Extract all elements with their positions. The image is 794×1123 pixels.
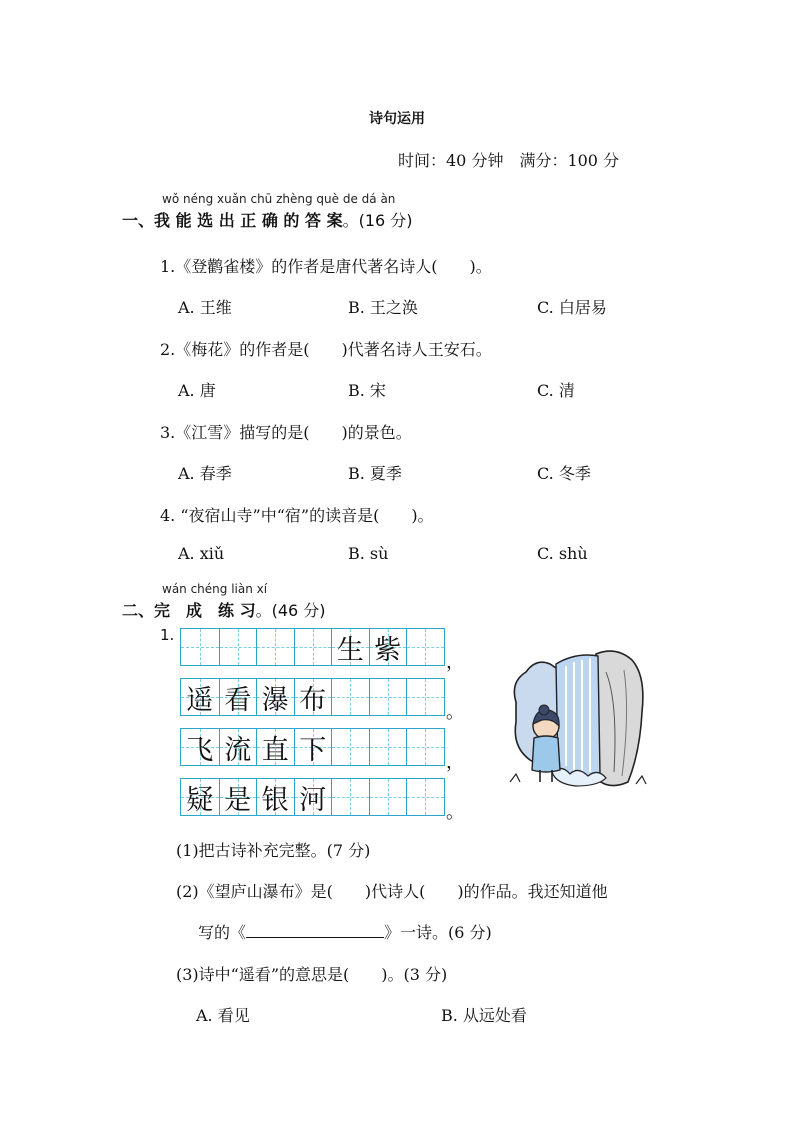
- grid-cell: 直: [256, 729, 294, 765]
- exam-meta: 时间：40 分钟 满分：100 分: [398, 151, 620, 170]
- poem-row-4: [180, 778, 445, 816]
- section1-heading: [122, 208, 413, 231]
- q2-option-c: C. 清: [537, 381, 575, 400]
- grid-cell: [406, 679, 444, 715]
- grid-cell: 飞: [181, 729, 219, 765]
- section2-label: 二、完 成 练 习: [122, 601, 256, 620]
- grid-cell: 银: [256, 779, 294, 815]
- q4-option-a: A. xiǔ: [178, 544, 225, 563]
- poem-number: 1.: [160, 626, 175, 644]
- section2-points: 。(46 分): [255, 601, 326, 620]
- grid-cell: 是: [219, 779, 257, 815]
- grid-cell: [406, 729, 444, 765]
- grid-cell: [331, 729, 369, 765]
- subq3-option-b: B. 从远处看: [441, 1006, 527, 1025]
- grid-cell: 生: [331, 629, 369, 665]
- grid-cell: [294, 629, 332, 665]
- q1-option-a: A. 王维: [178, 298, 232, 317]
- grid-cell: [181, 629, 219, 665]
- question-2: 2.《梅花》的作者是( )代著名诗人王安石。: [160, 340, 492, 359]
- question-1: 1.《登鹳雀楼》的作者是唐代著名诗人( )。: [160, 257, 492, 276]
- poem-row-3: [180, 728, 445, 766]
- q1-option-b: B. 王之涣: [348, 298, 418, 317]
- grid-cell: [369, 729, 407, 765]
- poem-row-2-punct: 。: [446, 702, 464, 723]
- subquestion-2-prefix: 写的《: [198, 923, 247, 942]
- q2-option-b: B. 宋: [348, 381, 386, 400]
- question-4: 4. “夜宿山寺”中“宿”的读音是( )。: [160, 506, 434, 525]
- grid-cell: 河: [294, 779, 332, 815]
- answer-blank-line[interactable]: [246, 923, 384, 938]
- grid-cell: 流: [219, 729, 257, 765]
- subquestion-2-suffix: 》一诗。(6 分): [384, 923, 492, 942]
- poem-row-2: [180, 678, 445, 716]
- subquestion-1: (1)把古诗补充完整。(7 分): [176, 841, 371, 860]
- grid-cell: 紫: [369, 629, 407, 665]
- poem-row-1-punct: ，: [446, 652, 464, 673]
- grid-cell: [369, 779, 407, 815]
- section1-pinyin: wǒ néng xuǎn chū zhèng què de dá àn: [162, 192, 396, 206]
- grid-cell: 遥: [181, 679, 219, 715]
- q3-option-a: A. 春季: [178, 464, 232, 483]
- grid-cell: 下: [294, 729, 332, 765]
- section2-pinyin: wán chéng liàn xí: [162, 582, 268, 596]
- page-title: 诗句运用: [369, 111, 425, 127]
- grid-cell: 布: [294, 679, 332, 715]
- subq3-option-a: A. 看见: [196, 1006, 250, 1025]
- grid-cell: [219, 629, 257, 665]
- subquestion-2-continued: [198, 920, 492, 943]
- grid-cell: 疑: [181, 779, 219, 815]
- poem-row-4-punct: 。: [446, 802, 464, 823]
- section1-label: 一、我 能 选 出 正 确 的 答 案: [122, 211, 343, 230]
- q1-option-c: C. 白居易: [537, 298, 607, 317]
- q4-option-b: B. sù: [348, 544, 389, 563]
- poem-row-3-punct: ，: [446, 752, 464, 773]
- waterfall-illustration: [506, 642, 654, 792]
- grid-cell: [331, 679, 369, 715]
- q3-option-c: C. 冬季: [537, 464, 591, 483]
- grid-cell: 瀑: [256, 679, 294, 715]
- subquestion-3: (3)诗中“遥看”的意思是( )。(3 分): [176, 965, 448, 984]
- grid-cell: [256, 629, 294, 665]
- q2-option-a: A. 唐: [178, 381, 216, 400]
- q3-option-b: B. 夏季: [348, 464, 402, 483]
- grid-cell: 看: [219, 679, 257, 715]
- grid-cell: [406, 779, 444, 815]
- grid-cell: [369, 679, 407, 715]
- grid-cell: [406, 629, 444, 665]
- q4-option-c: C. shù: [537, 544, 588, 563]
- section2-heading: [122, 598, 326, 621]
- subquestion-2: (2)《望庐山瀑布》是( )代诗人( )的作品。我还知道他: [176, 882, 608, 901]
- poem-row-1: [180, 628, 445, 666]
- grid-cell: [331, 779, 369, 815]
- section1-points: 。(16 分): [342, 211, 413, 230]
- question-3: 3.《江雪》描写的是( )的景色。: [160, 423, 412, 442]
